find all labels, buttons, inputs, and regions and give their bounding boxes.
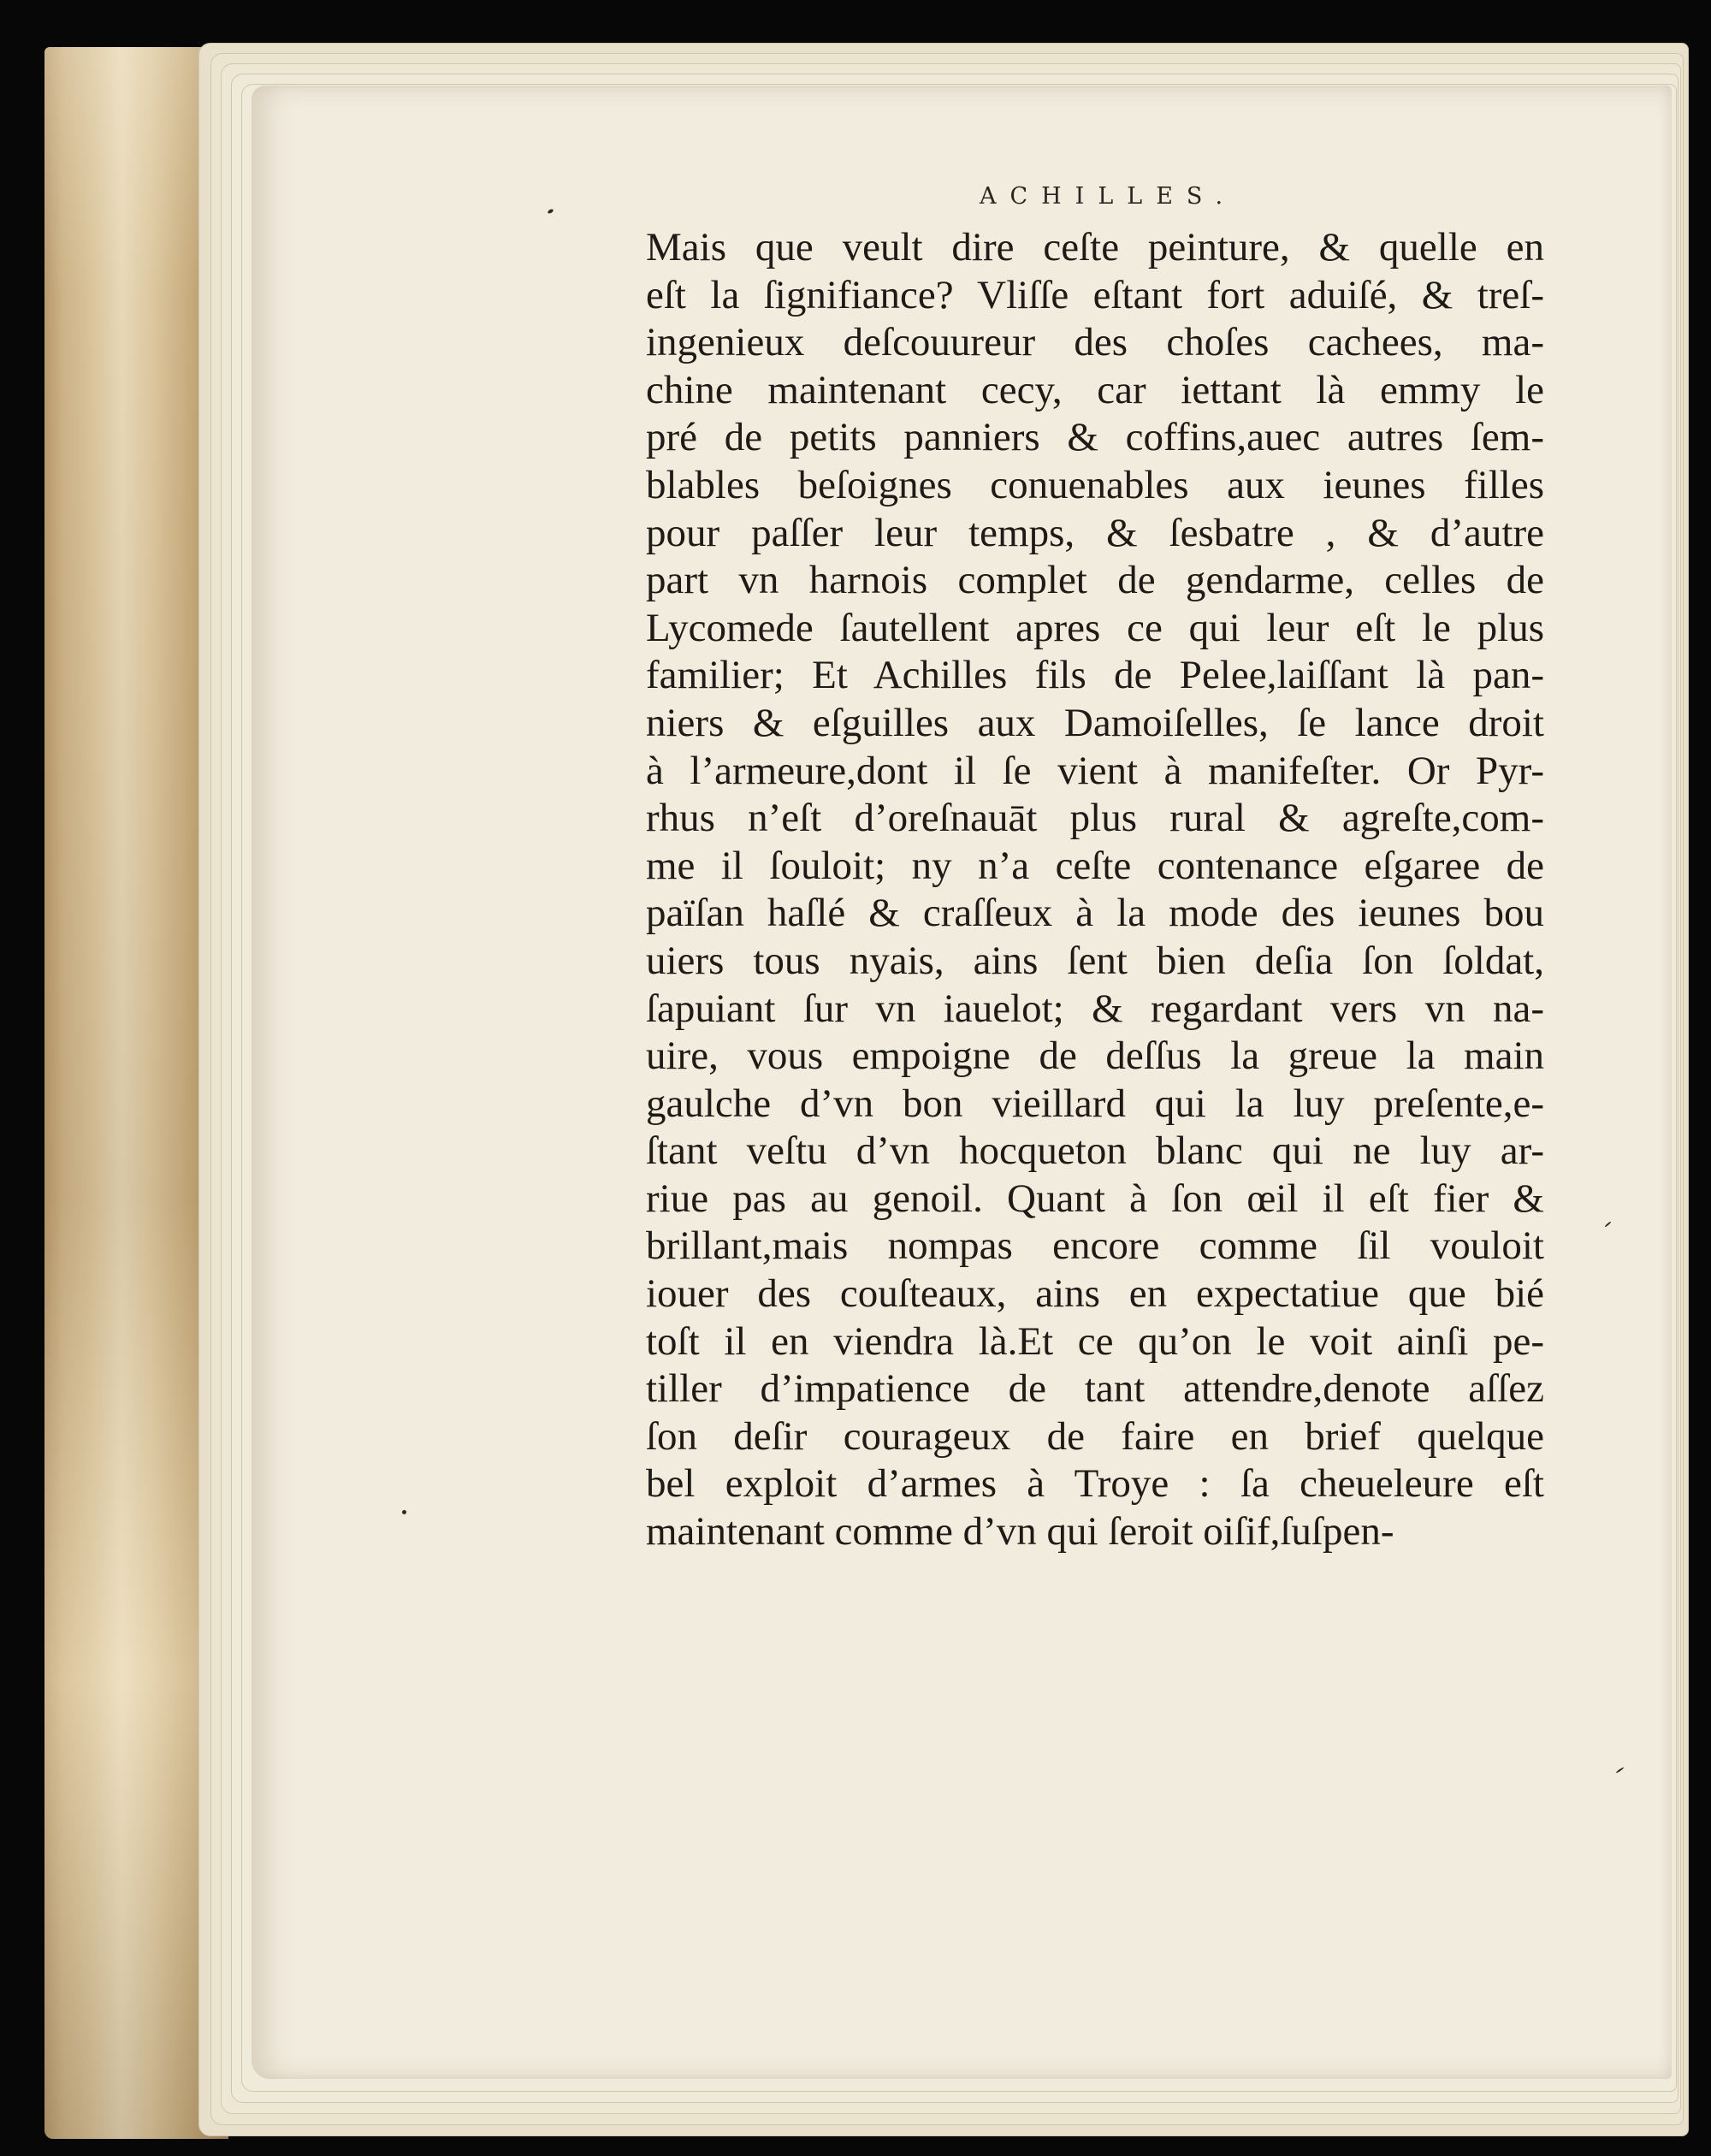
text-line: familier; Et Achilles fils de Pelee,laiſſant là pan- [646, 653, 1544, 698]
paper-speck [402, 1510, 406, 1514]
text-line: Mais que veult dire ceſte peinture, & quelle en [646, 225, 1544, 270]
text-line: rhus n’eſt d’oreſnauāt plus rural & agreſte,com- [646, 796, 1544, 841]
text-line: pré de petits panniers & coffins,auec autres ſem- [646, 415, 1544, 460]
text-line: niers & eſguilles aux Damoiſelles, ſe lance droit [646, 700, 1544, 745]
text-line: ſapuiant ſur vn iauelot; & regardant vers vn na- [646, 986, 1544, 1031]
text-line: brillant,mais nompas encore comme ſil vouloit [646, 1223, 1544, 1269]
text-line: me il ſouloit; ny n’a ceſte contenance eſgaree de [646, 843, 1544, 888]
text-line: Lycomede ſautellent apres ce qui leur eſt le plus [646, 605, 1544, 650]
text-line: riue pas au genoil. Quant à ſon œil il eſt fier & [646, 1176, 1544, 1221]
text-line: à l’armeure,dont il ſe vient à manifeſter. Or Pyr- [646, 748, 1544, 793]
text-line: chine maintenant cecy, car iettant là emmy le [646, 367, 1544, 412]
text-line: maintenant comme d’vn qui ſeroit oiſif,ſuſpen- [646, 1509, 1394, 1555]
text-line: pour paſſer leur temps, & ſesbatre , & d’autre [646, 510, 1544, 555]
text-line: blables beſoignes conuenables aux ieunes filles [646, 462, 1544, 507]
text-line: ingenieux deſcouureur des choſes cachees, ma- [646, 320, 1544, 365]
text-line: tiller d’impatience de tant attendre,denote aſſez [646, 1366, 1544, 1412]
text-line: païſan haſlé & craſſeux à la mode des ieunes bou [646, 891, 1544, 936]
text-line: uiers tous nyais, ains ſent bien deſia ſon ſoldat, [646, 938, 1544, 983]
text-block [646, 224, 1544, 1556]
running-head: ACHILLES. [979, 183, 1237, 210]
text-line: part vn harnois complet de gendarme, celles de [646, 558, 1544, 603]
text-line: ſon deſir courageux de faire en brief quelque [646, 1413, 1544, 1459]
text-line: ſtant veſtu d’vn hocqueton blanc qui ne luy ar- [646, 1128, 1544, 1174]
text-line: gaulche d’vn bon vieillard qui la luy preſente,e- [646, 1081, 1544, 1126]
text-line: eſt la ſignifiance? Vliſſe eſtant fort aduiſé, & treſ- [646, 272, 1544, 317]
text-line: toſt il en viendra là.Et ce qu’on le voit ainſi pe- [646, 1318, 1544, 1364]
text-line: uire, vous empoigne de deſſus la greue la main [646, 1034, 1544, 1079]
text-line: bel exploit d’armes à Troye : ſa cheueleure eſt [646, 1461, 1544, 1507]
text-line: iouer des couſteaux, ains en expectatiue que bié [646, 1271, 1544, 1317]
